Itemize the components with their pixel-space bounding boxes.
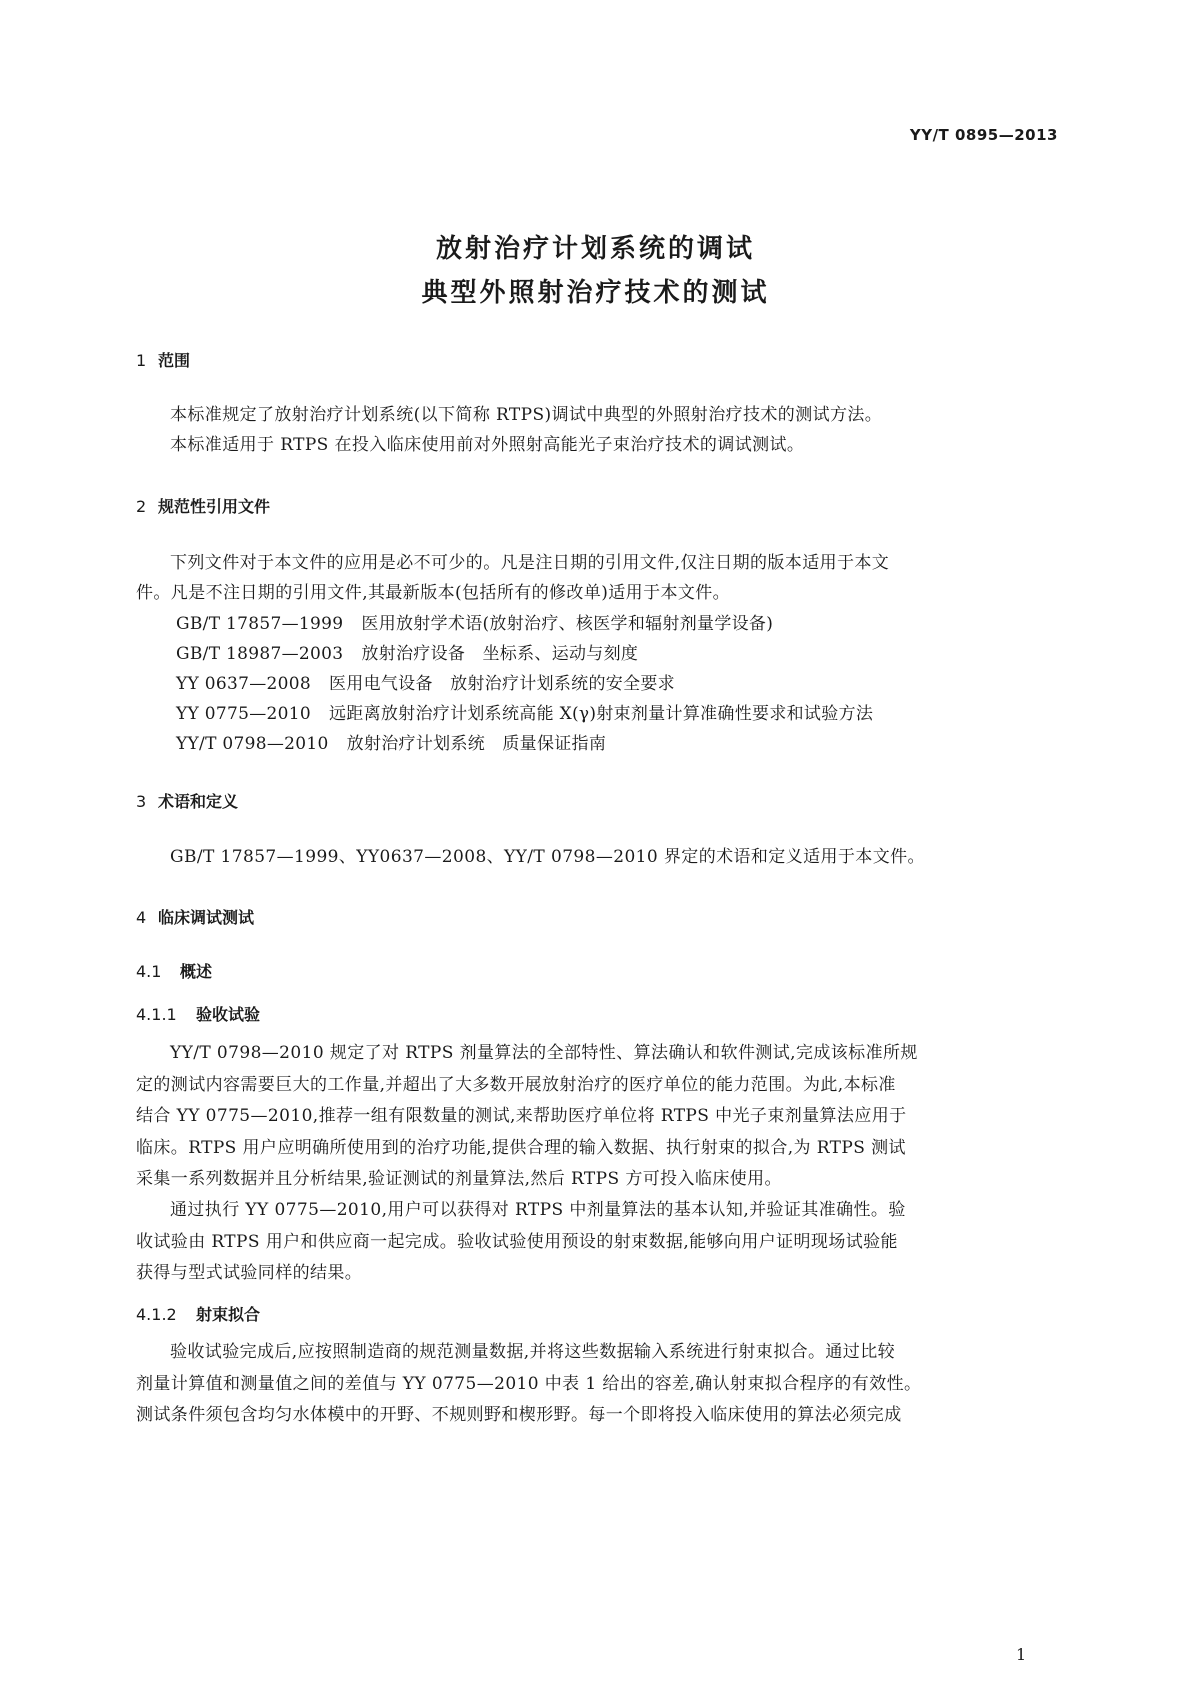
page-number: 1 [1016,1645,1027,1664]
section-1-paragraph-1: 本标准规定了放射治疗计划系统(以下简称 RTPS)调试中典型的外照射治疗技术的测试方法。 [170,405,883,425]
paragraph-line: 结合 YY 0775—2010,推荐一组有限数量的测试,来帮助医疗单位将 RTPS 中光子束剂量算法应用于 [136,1106,907,1126]
reference-item [176,699,873,724]
paragraph-line: 临床。RTPS 用户应明确所使用到的治疗功能,提供合理的输入数据、执行射束的拟合,为 RTPS 测试 [136,1137,906,1158]
section-number: 2 [136,497,147,516]
section-4-heading [136,905,254,928]
paragraph-line: 获得与型式试验同样的结果。 [136,1263,363,1283]
intro-line: 下列文件对于本文件的应用是必不可少的。凡是注日期的引用文件,仅注日期的版本适用于本文 [170,553,890,573]
paragraph-line: 测试条件须包含均匀水体模中的开野、不规则野和楔形野。每一个即将投入临床使用的算法必须完成 [136,1405,902,1425]
section-title: 射束拟合 [196,1305,261,1324]
section-4-1-heading [136,959,212,982]
reference-title: 远距离放射治疗计划系统高能 X(γ)射束剂量计算准确性要求和试验方法 [328,704,874,724]
section-2-heading [136,494,270,517]
section-4-1-2-paragraph-1 [136,1337,1058,1432]
section-1-paragraph-2: 本标准适用于 RTPS 在投入临床使用前对外照射高能光子束治疗技术的调试测试。 [170,435,805,455]
section-number: 4.1.2 [136,1305,177,1324]
paragraph-line: 剂量计算值和测量值之间的差值与 YY 0775—2010 中表 1 给出的容差,确认射束拟合程序的有效性。 [136,1373,922,1394]
reference-item [176,729,606,754]
reference-title: 放射治疗计划系统 质量保证指南 [346,734,607,754]
paragraph-line: 通过执行 YY 0775—2010,用户可以获得对 RTPS 中剂量算法的基本认知,并验证其准确性。验 [170,1200,906,1220]
reference-code: YY 0637—2008 [176,674,311,694]
section-1-heading [136,348,190,371]
section-4-1-2-heading [136,1302,260,1325]
standard-code: YY/T 0895—2013 [909,126,1058,144]
section-number: 4.1.1 [136,1005,177,1024]
reference-item [176,669,675,694]
paragraph-line: 验收试验完成后,应按照制造商的规范测量数据,并将这些数据输入系统进行射束拟合。通过比较 [170,1342,896,1362]
section-2-intro [136,548,1058,580]
reference-title: 医用电气设备 放射治疗计划系统的安全要求 [328,674,675,694]
section-4-1-1-paragraph-1 [136,1038,1058,1196]
section-number: 1 [136,351,147,370]
reference-title: 医用放射学术语(放射治疗、核医学和辐射剂量学设备) [361,614,774,634]
section-number: 4 [136,908,147,927]
intro-line: 件。凡是不注日期的引用文件,其最新版本(包括所有的修改单)适用于本文件。 [136,583,731,603]
section-4-1-1-paragraph-2 [136,1195,1058,1290]
section-title: 概述 [180,962,213,981]
reference-item [176,609,773,634]
section-3-heading [136,789,238,812]
section-title: 范围 [158,351,191,370]
paragraph-line: YY/T 0798—2010 规定了对 RTPS 剂量算法的全部特性、算法确认和软件测试,完成该标准所规 [170,1043,918,1063]
reference-code: YY 0775—2010 [176,704,311,724]
document-title-line-1: 放射治疗计划系统的调试 [435,234,755,264]
reference-code: GB/T 17857—1999 [176,614,344,634]
section-title: 规范性引用文件 [158,497,271,516]
document-title-line-2: 典型外照射治疗技术的测试 [421,278,770,308]
section-number: 4.1 [136,962,162,981]
section-2-intro-cont [136,578,1058,610]
paragraph-line: 定的测试内容需要巨大的工作量,并超出了大多数开展放射治疗的医疗单位的能力范围。为此,本标准 [136,1074,896,1095]
reference-code: GB/T 18987—2003 [176,644,344,664]
reference-code: YY/T 0798—2010 [176,734,329,754]
section-title: 临床调试测试 [158,908,255,927]
paragraph-line: 采集一系列数据并且分析结果,验证测试的剂量算法,然后 RTPS 方可投入临床使用。 [136,1169,782,1189]
section-title: 验收试验 [196,1005,261,1024]
section-title: 术语和定义 [158,792,239,811]
reference-item [176,639,638,664]
section-number: 3 [136,792,147,811]
section-4-1-1-heading [136,1002,260,1025]
paragraph-line: 收试验由 RTPS 用户和供应商一起完成。验收试验使用预设的射束数据,能够向用户证明现场试验能 [136,1231,898,1252]
reference-title: 放射治疗设备 坐标系、运动与刻度 [361,644,639,664]
section-3-paragraph: GB/T 17857—1999、YY0637—2008、YY/T 0798—2010 界定的术语和定义适用于本文件。 [170,847,925,867]
